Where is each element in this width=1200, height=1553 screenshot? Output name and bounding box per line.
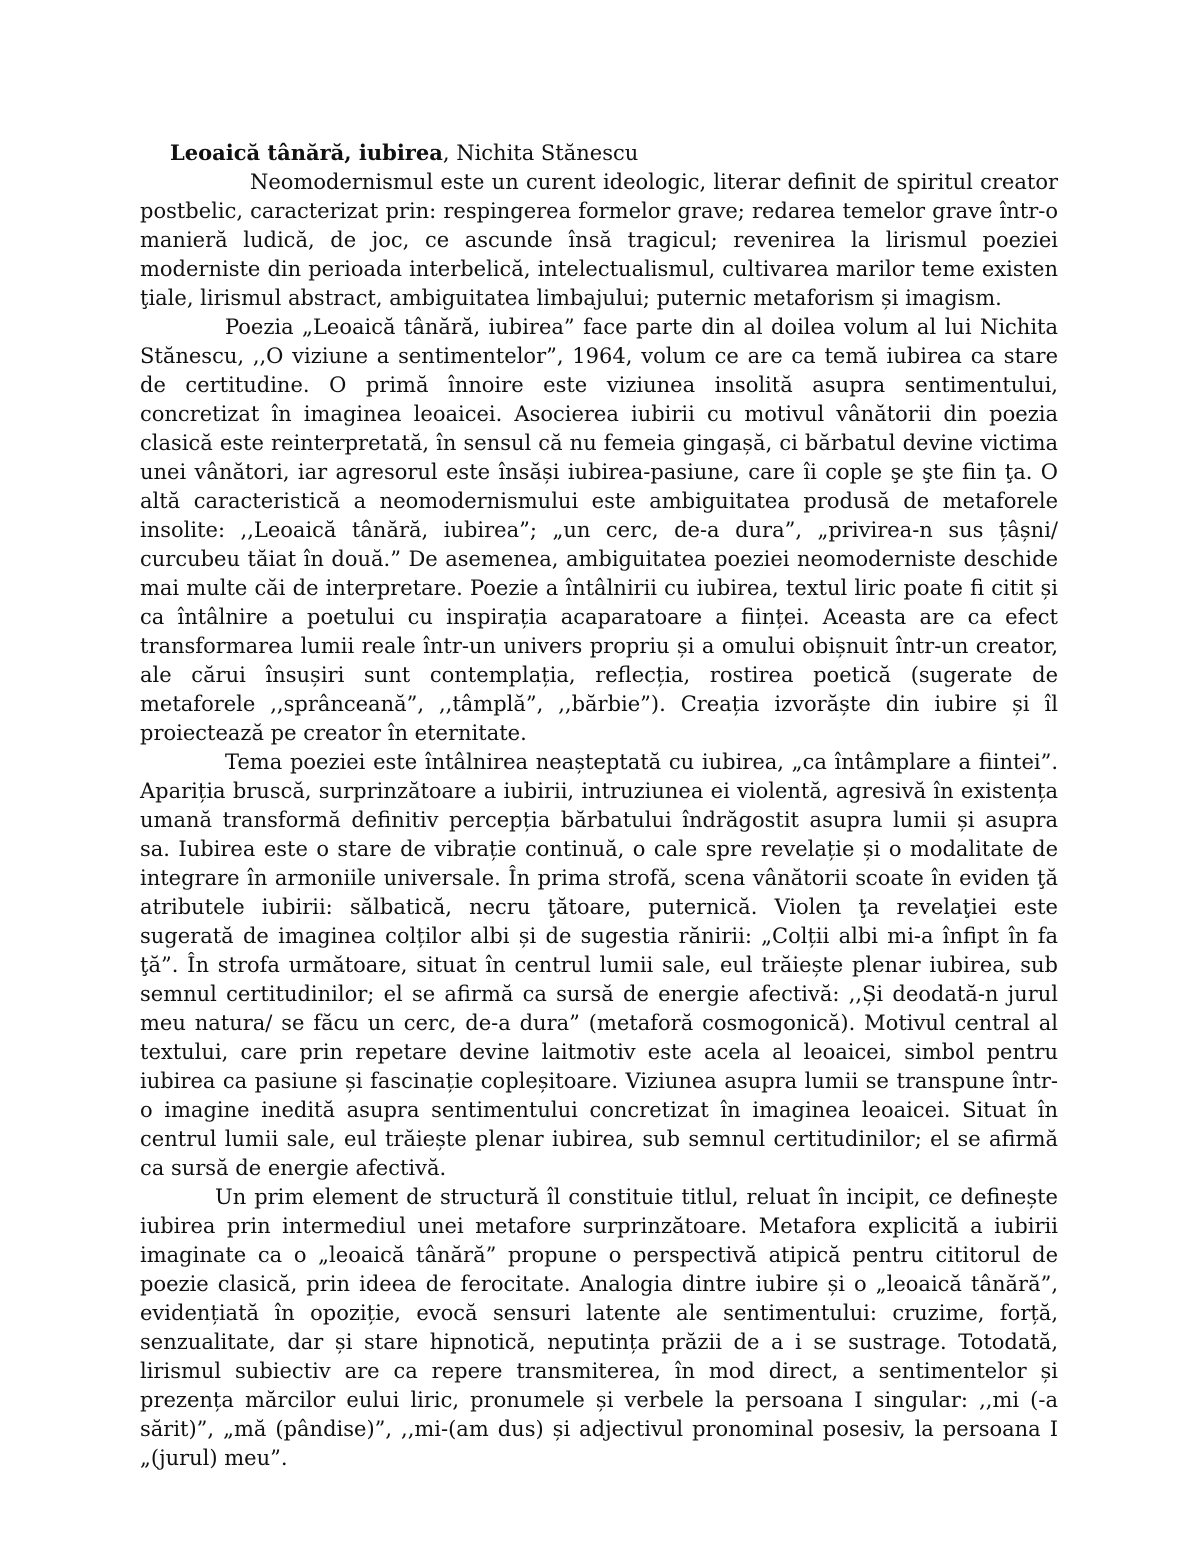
document-page: [140, 138, 1058, 1473]
paragraph-2: Poezia „Leoaică tânără, iubirea” face parte din al doilea volum al lui Nichita Stănescu, ,,O viziune a sentimentelor”, 1964, volum ce are ca temă iubirea ca stare de certitudine. O primă înnoire este viziunea insolită asupra sentimentului, concretizat în imaginea leoaicei. Asocierea iubirii cu motivul vânătorii din poezia clasică este reinterpretată, în sensul că nu femeia gingașă, ci bărbatul devine victima unei vânători, iar agresorul este însăși iubirea-pasiune, care îi cople şe şte fiin ţa. O altă caracteristică a neomodernismului este ambiguitatea produsă de metaforele insolite: ,,Leoaică tânără, iubirea”; „un cerc, de-a dura”, „privirea-n sus țâșni/ curcubeu tăiat în două.” De asemenea, ambiguitatea poeziei neomoderniste deschide mai multe căi de interpretare. Poezie a întâlnirii cu iubirea, textul liric poate fi citit și ca întâlnire a poetului cu inspirația acaparatoare a ființei. Aceasta are ca efect transformarea lumii reale într-un univers propriu și a omului obișnuit într-un creator, ale cărui însușiri sunt contemplația, reflecția, rostirea poetică (sugerate de metaforele ,,sprânceană”, ,,tâmplă”, ,,bărbie”). Creația izvorăște din iubire și îl proiectează pe creator în eternitate.: [140, 315, 1058, 745]
document-title: [140, 138, 1058, 168]
poem-title: Leoaică tânără, iubirea: [170, 140, 443, 165]
paragraph-4: Un prim element de structură îl constituie titlul, reluat în incipit, ce definește iubirea prin intermediul unei metafore surprinzătoare. Metafora explicită a iubirii imaginate ca o „leoaică tânără” propune o perspectivă atipică pentru cititorul de poezie clasică, prin ideea de ferocitate. Analogia dintre iubire și o „leoaică tânără”, evidențiată în opoziție, evocă sensuri latente ale sentimentului: cruzime, forță, senzualitate, dar și stare hipnotică, neputința prăzii de a i se sustrage. Totodată, lirismul subiectiv are ca repere transmiterea, în mod direct, a sentimentelor și prezența mărcilor eului liric, pronumele și verbele la persoana I singular: ,,mi (-a sărit)”, „mă (pândise)”, ,,mi-(am dus) și adjectivul pronominal posesiv, la persoana I „(jurul) meu”.: [140, 1185, 1058, 1470]
paragraph-1: Neomodernismul este un curent ideologic, literar definit de spiritul creator postbelic, caracterizat prin: respingerea formelor grave; redarea temelor grave într-o manieră ludică, de joc, ce ascunde însă tragicul; revenirea la lirismul poeziei moderniste din perioada interbelică, intelectualismul, cultivarea marilor teme existen ţiale, lirismul abstract, ambiguitatea limbajului; puternic metaforism și imagism.: [140, 170, 1058, 310]
poem-author: , Nichita Stănescu: [442, 141, 639, 165]
paragraph-3: Tema poeziei este întâlnirea neașteptată cu iubirea, „ca întâmplare a fiintei”. Apariția bruscă, surprinzătoare a iubirii, intruziunea ei violentă, agresivă în existența umană transformă definitiv percepția bărbatului îndrăgostit asupra lumii și asupra sa. Iubirea este o stare de vibrație continuă, o cale spre revelație și o modalitate de integrare în armoniile universale. În prima strofă, scena vânătorii scoate în eviden ţă atributele iubirii: sălbatică, necru ţătoare, puternică. Violen ţa revelaţiei este sugerată de imaginea colților albi și de sugestia rănirii: „Colții albi mi-a înfipt în fa ţă”. În strofa următoare, situat în centrul lumii sale, eul trăiește plenar iubirea, sub semnul certitudinilor; el se afirmă ca sursă de energie afectivă: ,,Și deodată-n jurul meu natura/ se făcu un cerc, de-a dura” (metaforă cosmogonică). Motivul central al textului, care prin repetare devine laitmotiv este acela al leoaicei, simbol pentru iubirea ca pasiune și fascinație copleșitoare. Viziunea asupra lumii se transpune într-o imagine inedită asupra sentimentului concretizat în imaginea leoaicei. Situat în centrul lumii sale, eul trăiește plenar iubirea, sub semnul certitudinilor; el se afirmă ca sursă de energie afectivă.: [140, 750, 1058, 1180]
